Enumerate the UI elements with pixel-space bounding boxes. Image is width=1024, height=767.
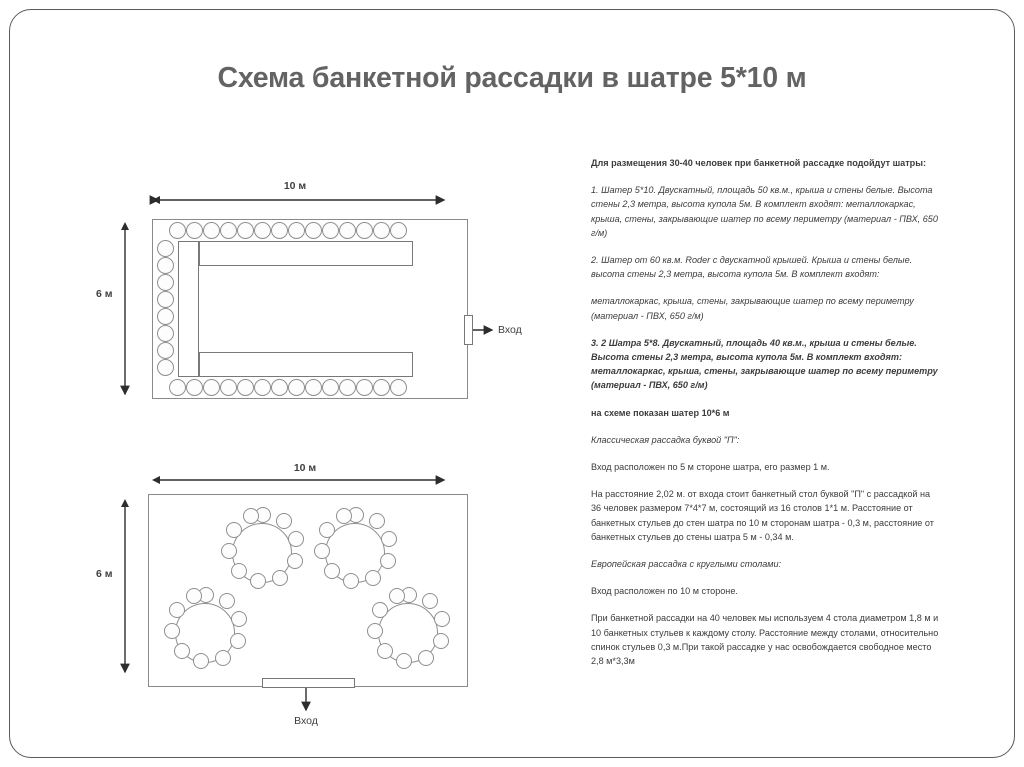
entrance-label-bottom: Вход (294, 715, 318, 727)
bottom-height-label: 6 м (96, 568, 113, 580)
chair (276, 513, 292, 529)
entrance-label-top: Вход (498, 324, 522, 336)
chair (422, 593, 438, 609)
chair (231, 563, 247, 579)
chair (369, 513, 385, 529)
section-2-heading: Европейская рассадка с круглыми столами: (591, 559, 782, 570)
section-1-body: На расстояние 2,02 м. от входа стоит банкетный стол буквой "П" с рассадкой на 36 человек размером 7*4*7 м, состоящий из 16 столов 1*1 м. Расстояние от банкетных стульев до стен шатра по 10 м сторонам шатра - 0,3 м, расстояние от банкетных стульев до стены шатра 5 м - 0,34 м. (591, 489, 934, 542)
chair (433, 633, 449, 649)
chair (380, 553, 396, 569)
description-item-3: 3. 2 Шатра 5*8. Двускатный, площадь 40 кв.м., крыша и стены белые. Высота стены 2,3 метра, высота купола 5м. В комплект входят: металлокаркас, крыша, стены, закрывающие шатер по всему периметру (материал - ПВХ, 650 г/м) (591, 337, 938, 391)
entrance-marker-bottom (262, 678, 355, 688)
section-2-body: При банкетной рассадки на 40 человек мы используем 4 стола диаметром 1,8 м и 10 банкетных стульев к каждому столу. Расстояние между столами, относительно спинок стульев 0,3 м.При такой рассадке у нас освобождается свободное место 2,8 м*3,3м (591, 613, 939, 667)
description-item-2-cont: металлокаркас, крыша, стены, закрывающие шатер по всему периметру (материал - ПВХ, 650 г/м) (591, 296, 914, 321)
bottom-width-label: 10 м (293, 462, 317, 474)
chair (219, 593, 235, 609)
chair (418, 650, 434, 666)
section-1-entrance: Вход расположен по 5 м стороне шатра, его размер 1 м. (591, 462, 830, 473)
description-item-1: 1. Шатер 5*10. Двускатный, площадь 50 кв.м., крыша и стены белые. Высота стены 2,3 метра, высота купола 5м. В комплект входят: металлокаркас, крыша, стены, закрывающие шатер по всему периметру (материал - ПВХ, 650 г/м) (591, 185, 938, 238)
chair (336, 508, 352, 524)
chair (272, 570, 288, 586)
top-width-label: 10 м (283, 180, 307, 192)
description-text-column (591, 156, 941, 681)
chair (287, 553, 303, 569)
section-1-heading: Классическая рассадка буквой "П": (591, 434, 740, 445)
chair (215, 650, 231, 666)
chair (186, 588, 202, 604)
chair (230, 633, 246, 649)
page-title: Схема банкетной рассадки в шатре 5*10 м (217, 62, 807, 94)
chair (174, 643, 190, 659)
chair (365, 570, 381, 586)
top-height-label: 6 м (96, 288, 113, 300)
scheme-note: на схеме показан шатер 10*6 м (591, 407, 730, 418)
chair (377, 643, 393, 659)
chair (389, 588, 405, 604)
chair (243, 508, 259, 524)
description-item-2: 2. Шатер от 60 кв.м. Roder с двускатной крышей. Крыша и стены белые. высота стены 2,3 метра, высота купола 5м. В комплект входят: (591, 255, 913, 280)
description-heading: Для размещения 30-40 человек при банкетной рассадке подойдут шатры: (591, 158, 927, 168)
section-2-entrance: Вход расположен по 10 м стороне. (591, 586, 738, 597)
chair (324, 563, 340, 579)
